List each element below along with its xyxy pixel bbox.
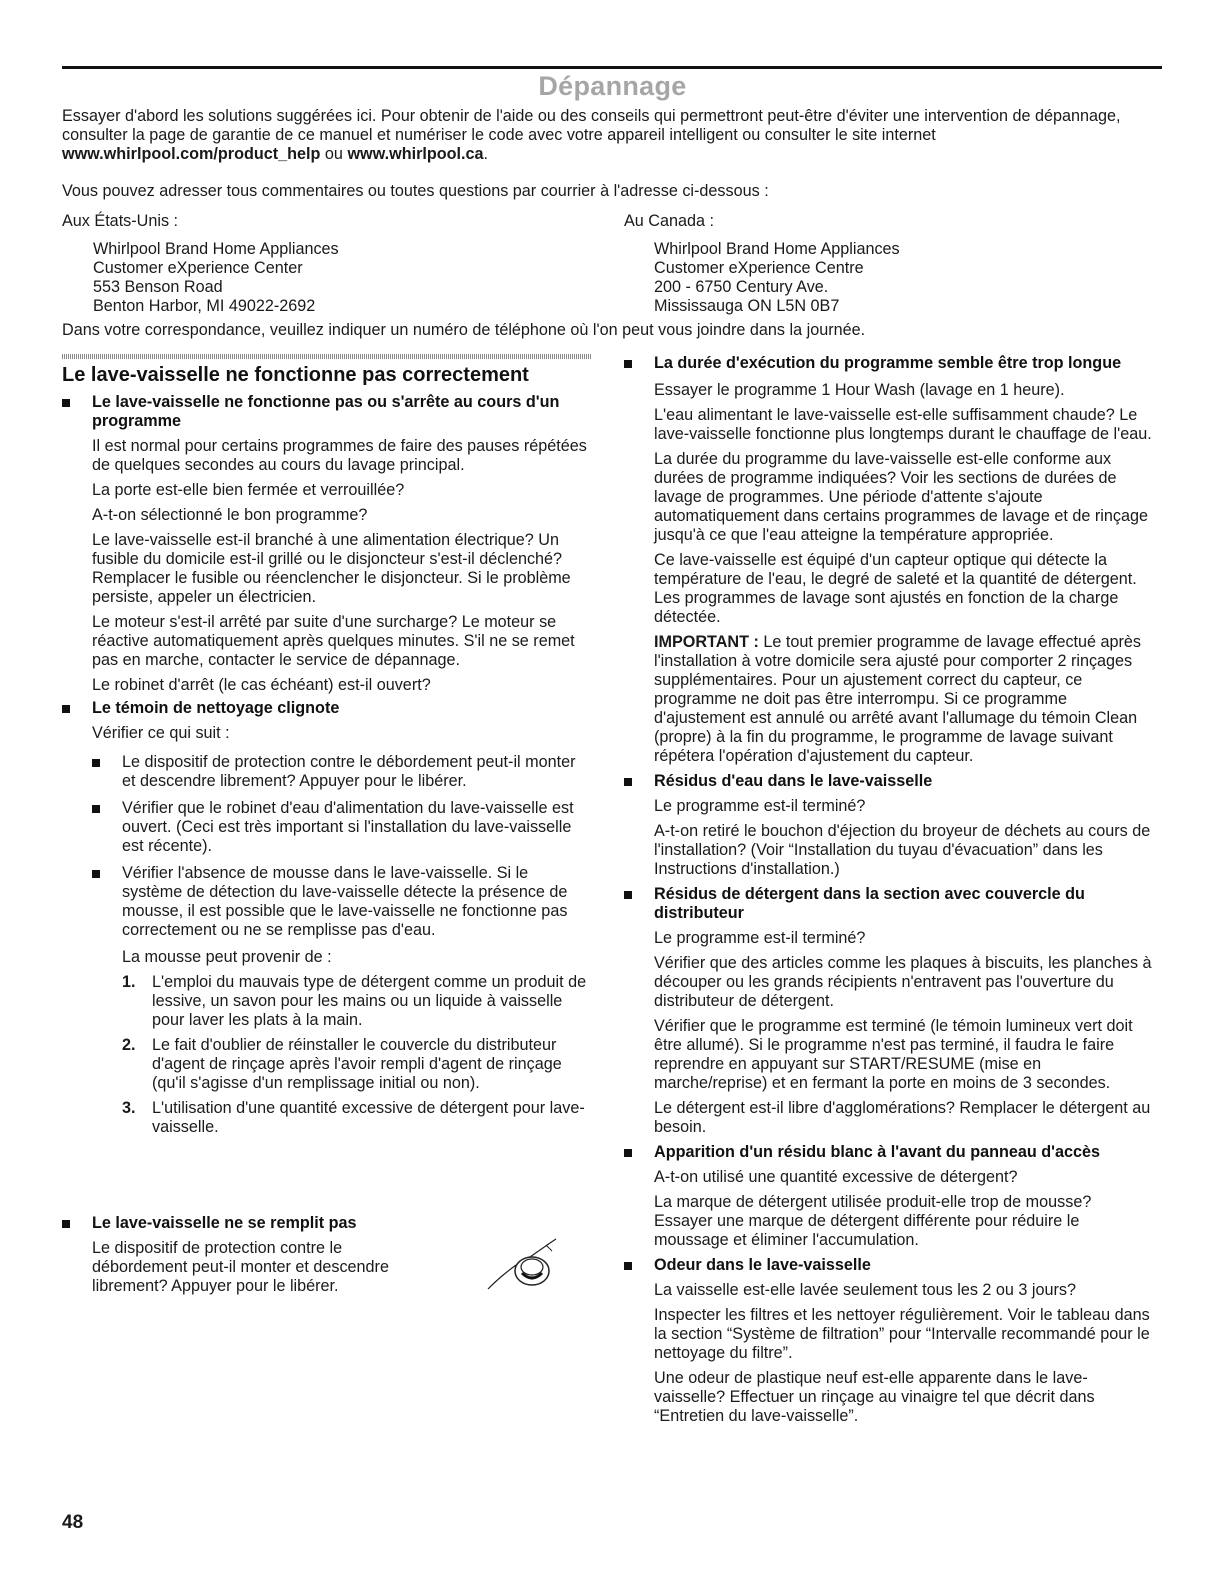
paragraph: L'emploi du mauvais type de détergent comme un produit de lessive, un savon pour les mains ou un liquide à vaisselle pour laver les plats à la main. xyxy=(152,973,587,1029)
problem-heading: Résidus de détergent dans la section avec couvercle du distributeur xyxy=(654,885,1085,922)
page-number: 48 xyxy=(62,1512,84,1533)
problem-item xyxy=(624,885,1154,1137)
paragraph: La mousse peut provenir de : xyxy=(122,948,332,966)
correspondence-note: Dans votre correspondance, veuillez indiquer un numéro de téléphone où l'on peut vous joindre dans la journée. xyxy=(62,321,866,339)
paragraph: Ce lave-vaisselle est équipé d'un capteur optique qui détecte la température de l'eau, le degré de saleté et la quantité de détergent. Les programmes de lavage sont ajustés en fonction de la charge détectée. xyxy=(654,551,1137,626)
bullet-icon xyxy=(92,805,100,813)
us-address-line: Benton Harbor, MI 49022-2692 xyxy=(93,297,316,315)
problem-item xyxy=(624,772,1154,879)
paragraph: Le détergent est-il libre d'agglomérations? Remplacer le détergent au besoin. xyxy=(654,1099,1151,1136)
link-whirlpool-com[interactable]: www.whirlpool.com/product_help xyxy=(62,145,321,163)
paragraph: Le lave-vaisselle est-il branché à une alimentation électrique? Un fusible du domicile est-il grillé ou le disjoncteur s'est-il déclenché? Remplacer le fusible ou réenclencher le disjoncteur. Si le problème persiste, appeler un électricien. xyxy=(92,531,571,606)
numbered-item xyxy=(122,1099,592,1137)
sub-item xyxy=(92,753,592,791)
bullet-icon xyxy=(624,360,632,368)
intro-paragraph xyxy=(62,107,1172,164)
bullet-icon xyxy=(624,778,632,786)
paragraph: A-t-on retiré le bouchon d'éjection du broyeur de déchets au cours de l'installation? (Voir “Installation du tuyau d'évacuation” dans les Instructions d'installation.) xyxy=(654,822,1151,878)
paragraph: L'utilisation d'une quantité excessive de détergent pour lave-vaisselle. xyxy=(152,1099,585,1136)
overfill-protector-icon xyxy=(480,1237,560,1297)
paragraph: Le dispositif de protection contre le débordement peut-il monter et descendre librement? Appuyer pour le libérer. xyxy=(92,1239,389,1295)
paragraph: A-t-on utilisé une quantité excessive de détergent? xyxy=(654,1168,1018,1186)
problem-item xyxy=(624,1256,1154,1426)
important-text: Le tout premier programme de lavage effectué après l'installation à votre domicile sera ajusté pour comporter 2 rinçages supplémentaires. Pour un ajustement correct du capteur, ce programme ne doit pas être interrompu. Si ce programme d'ajustement est annulé ou arrêté avant l'allumage du témoin Clean (propre) à la fin du programme, le programme de lavage suivant répétera l'opération d'ajustement du capteur. xyxy=(654,633,1142,765)
intro-text-2: ou xyxy=(320,145,348,163)
paragraph: Vérifier ce qui suit : xyxy=(92,724,230,742)
right-column xyxy=(624,354,1154,1426)
paragraph: La porte est-elle bien fermée et verrouillée? xyxy=(92,481,405,499)
paragraph: Essayer le programme 1 Hour Wash (lavage en 1 heure). xyxy=(654,381,1065,399)
bullet-icon xyxy=(92,759,100,767)
bullet-icon xyxy=(624,891,632,899)
number-label: 1. xyxy=(122,973,136,991)
sub-item xyxy=(92,864,592,1137)
problem-heading: Le lave-vaisselle ne fonctionne pas ou s'arrête au cours d'un programme xyxy=(92,393,560,430)
paragraph: Le moteur s'est-il arrêté par suite d'une surcharge? Le moteur se réactive automatiquement après quelques minutes. S'il ne se remet pas en marche, contacter le service de dépannage. xyxy=(92,613,575,669)
left-column xyxy=(62,393,592,1137)
paragraph: A-t-on sélectionné le bon programme? xyxy=(92,506,368,524)
bullet-icon xyxy=(62,399,70,407)
sub-item xyxy=(92,799,592,856)
ca-address-line: Whirlpool Brand Home Appliances xyxy=(654,240,900,258)
bullet-icon xyxy=(624,1262,632,1270)
paragraph: Vérifier que le robinet d'eau d'alimentation du lave-vaisselle est ouvert. (Ceci est très important si l'installation du lave-vaisselle est récente). xyxy=(122,799,574,855)
paragraph: L'eau alimentant le lave-vaisselle est-elle suffisamment chaude? Le lave-vaisselle fonctionne plus longtemps durant le chauffage de l'eau. xyxy=(654,406,1152,443)
paragraph: Le fait d'oublier de réinstaller le couvercle du distributeur d'agent de rinçage après l'avoir rempli d'agent de rinçage (qu'il s'agisse d'un remplissage initial ou non). xyxy=(152,1036,562,1092)
paragraph: Vérifier que le programme est terminé (le témoin lumineux vert doit être allumé). Si le programme n'est pas terminé, il faudra le faire reprendre en appuyant sur START/RESUME (mise en marche/reprise) et en fermant la porte en moins de 3 secondes. xyxy=(654,1017,1133,1092)
problem-heading: Le témoin de nettoyage clignote xyxy=(92,699,340,717)
ca-address-label: Au Canada : xyxy=(624,212,714,230)
us-address-line: Whirlpool Brand Home Appliances xyxy=(93,240,339,258)
important-label: IMPORTANT : xyxy=(654,633,759,651)
problem-heading: Odeur dans le lave-vaisselle xyxy=(654,1256,871,1274)
top-rule xyxy=(62,66,1162,69)
paragraph: Vérifier l'absence de mousse dans le lave-vaisselle. Si le système de détection du lave-vaisselle détecte la présence de mousse, il est possible que le lave-vaisselle ne fonctionne pas correctement ou ne se remplisse pas d'eau. xyxy=(122,864,568,939)
contact-line: Vous pouvez adresser tous commentaires ou toutes questions par courrier à l'adresse ci-dessous : xyxy=(62,182,769,200)
problem-item xyxy=(624,354,1154,766)
paragraph: Il est normal pour certains programmes de faire des pauses répétées de quelques secondes au cours du lavage principal. xyxy=(92,437,587,474)
problem-heading: Apparition d'un résidu blanc à l'avant du panneau d'accès xyxy=(654,1143,1101,1161)
us-address-label: Aux États-Unis : xyxy=(62,212,179,230)
number-label: 3. xyxy=(122,1099,136,1117)
paragraph: Une odeur de plastique neuf est-elle apparente dans le lave-vaisselle? Effectuer un rinçage au vinaigre tel que décrit dans “Entretien du lave-vaisselle”. xyxy=(654,1369,1095,1425)
problem-item xyxy=(624,1143,1154,1250)
paragraph xyxy=(654,633,1154,766)
ca-address-line: Customer eXperience Centre xyxy=(654,259,864,277)
link-whirlpool-ca[interactable]: www.whirlpool.ca xyxy=(347,145,484,163)
paragraph: Inspecter les filtres et les nettoyer régulièrement. Voir le tableau dans la section “Système de filtration” pour “Intervalle recommandé pour le nettoyage du filtre”. xyxy=(654,1306,1150,1362)
paragraph: La marque de détergent utilisée produit-elle trop de mousse? Essayer une marque de détergent différente pour réduire le moussage et éliminer l'accumulation. xyxy=(654,1193,1092,1249)
number-label: 2. xyxy=(122,1036,136,1054)
section-title: Le lave-vaisselle ne fonctionne pas correctement xyxy=(62,364,529,386)
paragraph: Vérifier que des articles comme les plaques à biscuits, les planches à découper ou les grands récipients n'entravent pas l'ouverture du distributeur de détergent. xyxy=(654,954,1152,1010)
ca-address-line: 200 - 6750 Century Ave. xyxy=(654,278,829,296)
paragraph: Le robinet d'arrêt (le cas échéant) est-il ouvert? xyxy=(92,676,431,694)
numbered-item xyxy=(122,973,592,1030)
bullet-icon xyxy=(62,705,70,713)
problem-item xyxy=(62,393,592,695)
us-address-line: Customer eXperience Center xyxy=(93,259,303,277)
problem-item xyxy=(62,699,592,1137)
ca-address-line: Mississauga ON L5N 0B7 xyxy=(654,297,840,315)
paragraph: La vaisselle est-elle lavée seulement tous les 2 ou 3 jours? xyxy=(654,1281,1077,1299)
intro-text-3: . xyxy=(483,145,489,163)
problem-heading: Résidus d'eau dans le lave-vaisselle xyxy=(654,772,933,790)
problem-heading: Le lave-vaisselle ne se remplit pas xyxy=(92,1214,357,1232)
problem-item xyxy=(62,1214,492,1296)
bullet-icon xyxy=(92,870,100,878)
bullet-icon xyxy=(624,1149,632,1157)
paragraph: Le programme est-il terminé? xyxy=(654,929,866,947)
numbered-item xyxy=(122,1036,592,1093)
page-title: Dépannage xyxy=(538,71,687,101)
ca-address xyxy=(654,240,900,316)
paragraph: Le dispositif de protection contre le débordement peut-il monter et descendre librement? Appuyer pour le libérer. xyxy=(122,753,576,790)
paragraph: La durée du programme du lave-vaisselle est-elle conforme aux durées de programme indiquées? Voir les sections de durées de lavage de programmes. Une période d'attente s'ajoute automatiquement dans certains programmes de lavage et de rinçage jusqu'à ce que l'eau atteigne la température appropriée. xyxy=(654,450,1149,544)
problem-heading: La durée d'exécution du programme semble être trop longue xyxy=(654,354,1122,372)
us-address-line: 553 Benson Road xyxy=(93,278,223,296)
section-hatch-rule xyxy=(62,354,592,359)
bullet-icon xyxy=(62,1220,70,1228)
intro-text-1: Essayer d'abord les solutions suggérées ici. Pour obtenir de l'aide ou des conseils qui permettront peut-être d'éviter une intervention de dépannage, consulter la page de garantie de ce manuel et numériser le code avec votre appareil intelligent ou consulter le site internet xyxy=(62,107,1121,144)
us-address xyxy=(93,240,339,316)
paragraph: Le programme est-il terminé? xyxy=(654,797,866,815)
